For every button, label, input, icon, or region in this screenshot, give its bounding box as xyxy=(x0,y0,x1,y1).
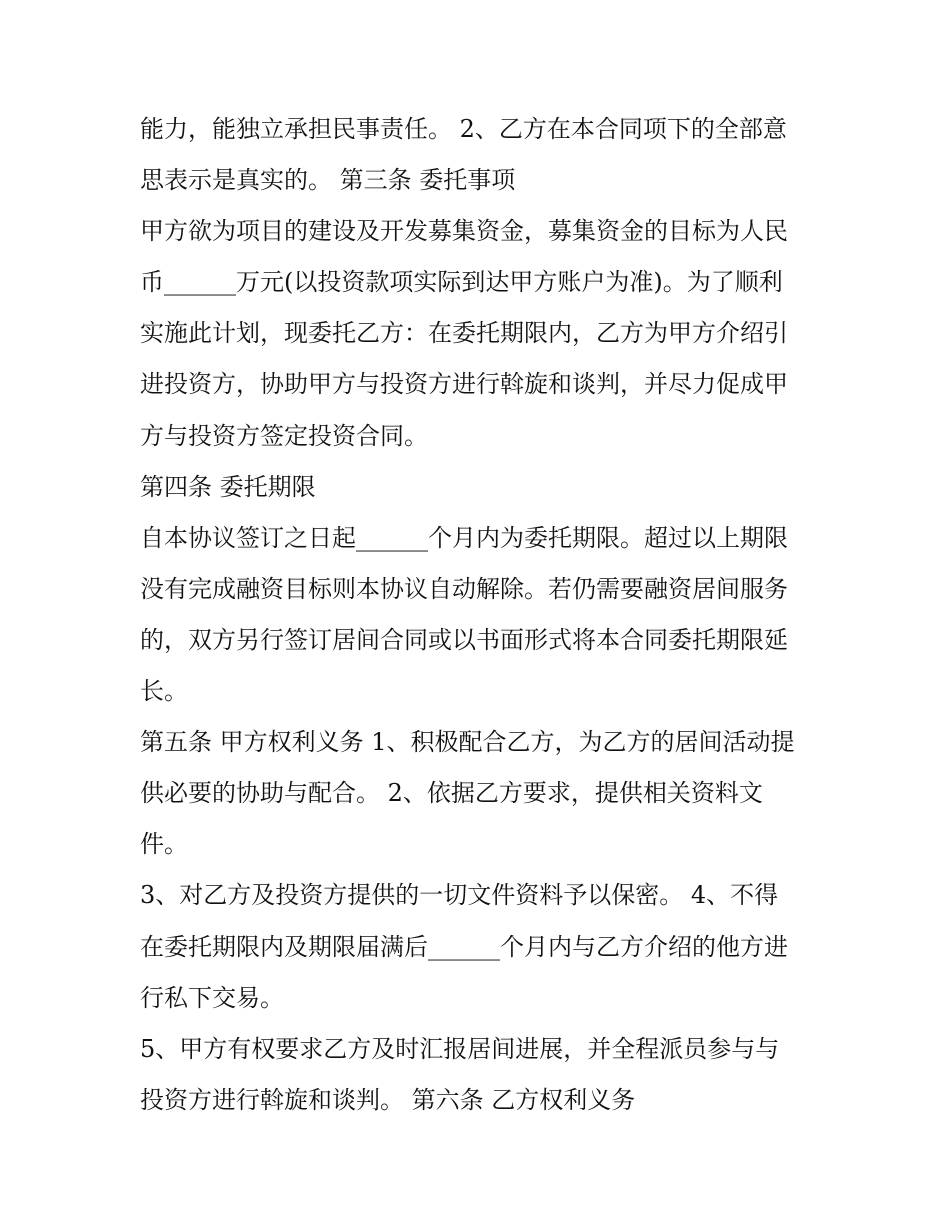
text-line-14: 供必要的协助与配合。 2、依据乙方要求，提供相关资料文 xyxy=(140,779,763,808)
contract-body-text xyxy=(140,104,820,1126)
text-line-11: 的，双方另行签订居间合同或以书面形式将本合同委托期限延 xyxy=(140,625,788,654)
text-line-9: 自本协议签订之日起______个月内为委托期限。超过以上期限 xyxy=(140,523,788,552)
text-line-5: 实施此计划，现委托乙方：在委托期限内，乙方为甲方介绍引 xyxy=(140,319,788,348)
text-line-20: 投资方进行斡旋和谈判。 第六条 乙方权利义务 xyxy=(140,1085,636,1114)
text-line-19: 5、甲方有权要求乙方及时汇报居间进展，并全程派员参与与 xyxy=(140,1034,780,1063)
text-line-3: 甲方欲为项目的建设及开发募集资金，募集资金的目标为人民 xyxy=(140,217,788,246)
text-line-12: 长。 xyxy=(140,677,188,706)
text-line-6: 进投资方，协助甲方与投资方进行斡旋和谈判，并尽力促成甲 xyxy=(140,370,788,399)
text-line-13: 第五条 甲方权利义务 1、积极配合乙方，为乙方的居间活动提 xyxy=(140,728,795,757)
section-heading-article-4: 第四条 委托期限 xyxy=(140,472,316,501)
text-line-16: 3、对乙方及投资方提供的一切文件资料予以保密。 4、不得 xyxy=(140,881,779,910)
text-line-2: 思表示是真实的。 第三条 委托事项 xyxy=(140,166,516,195)
text-line-1: 能力，能独立承担民事责任。 2、乙方在本合同项下的全部意 xyxy=(140,115,787,143)
text-line-4: 币______万元(以投资款项实际到达甲方账户为准)。为了顺利 xyxy=(140,268,783,297)
text-line-10: 没有完成融资目标则本协议自动解除。若仍需要融资居间服务 xyxy=(140,574,788,603)
text-line-15: 件。 xyxy=(140,830,188,859)
text-line-7: 方与投资方签定投资合同。 xyxy=(140,421,428,450)
text-line-17: 在委托期限内及期限届满后______个月内与乙方介绍的他方进 xyxy=(140,932,788,961)
text-line-18: 行私下交易。 xyxy=(140,983,284,1012)
